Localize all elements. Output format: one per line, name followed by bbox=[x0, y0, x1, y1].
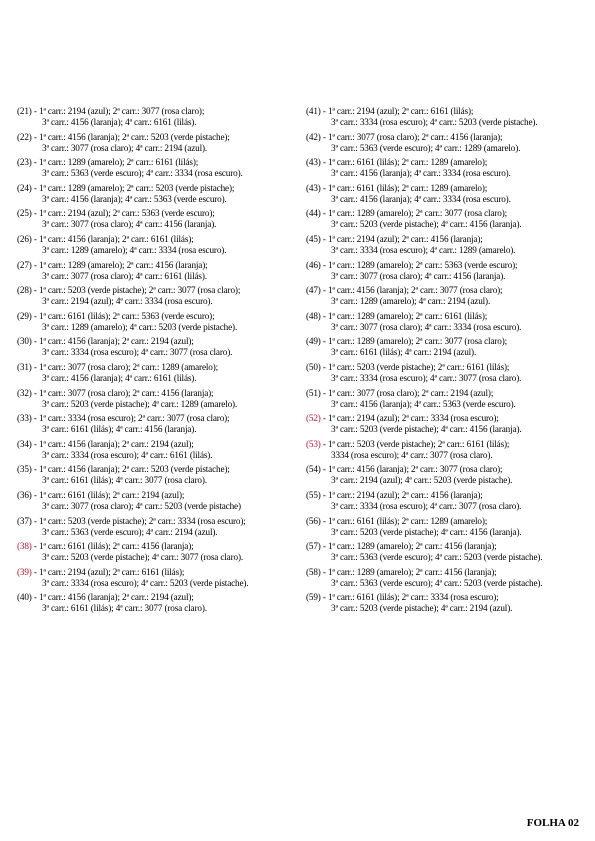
entry-text-1: 1ª carr.: 2194 (azul); 2ª carr.: 4156 (laranja); bbox=[327, 233, 483, 244]
entry-text-1: 1ª carr.: 4156 (laranja); 2ª carr.: 2194 (azul); bbox=[38, 336, 194, 347]
entry-text-2: 3ª carr.: 2194 (azul); 4ª carr.: 3334 (rosa escuro). bbox=[42, 296, 213, 307]
entry-number: (42) bbox=[306, 131, 321, 142]
list-item bbox=[306, 413, 588, 439]
entry-text-1: 1ª carr.: 5203 (verde pistache); 2ª carr.: 3077 (rosa claro); bbox=[38, 285, 241, 296]
list-item bbox=[17, 516, 299, 542]
entry-number: (52) bbox=[306, 413, 321, 424]
entry-text-1: 1ª carr.: 6161 (lilás); 2ª carr.: 1289 (amarelo); bbox=[327, 515, 488, 526]
entry-text-2: 3ª carr.: 3334 (rosa escuro); 4ª carr.: 3077 (rosa claro). bbox=[331, 500, 522, 511]
entry-text-1: 1ª carr.: 3077 (rosa claro); 2ª carr.: 1289 (amarelo); bbox=[38, 361, 219, 372]
list-item bbox=[17, 311, 299, 337]
entry-number: (24) bbox=[17, 182, 32, 193]
entry-text-1: 1ª carr.: 4156 (laranja); 2ª carr.: 5203 (verde pistache); bbox=[38, 131, 230, 142]
entry-text-1: 1ª carr.: 2194 (azul); 2ª carr.: 6161 (lilás); bbox=[38, 566, 185, 577]
entry-text-2: 3ª carr.: 5363 (verde escuro); 4ª carr.: 5203 (verde pistache). bbox=[331, 577, 543, 588]
entry-number: (56) bbox=[306, 515, 321, 526]
entry-number: (49) bbox=[306, 336, 321, 347]
entry-text-2: 3ª carr.: 5363 (verde escuro); 4ª carr.: 1289 (amarelo). bbox=[331, 142, 521, 153]
entry-text-1: 1ª carr.: 2194 (azul); 2ª carr.: 5363 (verde escuro); bbox=[38, 208, 215, 219]
entry-number: (22) bbox=[17, 131, 32, 142]
entry-text-2: 3ª carr.: 5363 (verde escuro); 4ª carr.: 2194 (azul). bbox=[42, 526, 218, 537]
entry-text-2: 3ª carr.: 3077 (rosa claro); 4ª carr.: 2194 (azul). bbox=[42, 142, 208, 153]
entry-text-1: 1ª carr.: 3334 (rosa escuro); 2ª carr.: 3077 (rosa claro); bbox=[38, 413, 230, 424]
entry-text-1: 1ª carr.: 4156 (laranja); 2ª carr.: 2194 (azul); bbox=[38, 592, 194, 603]
list-item bbox=[17, 234, 299, 260]
entry-line-1: (29) - 1ª carr.: 6161 (lilás); 2ª carr.: 5363 (verde escuro); bbox=[17, 310, 215, 321]
entry-text-1: 1ª carr.: 5203 (verde pistache); 2ª carr.: 3334 (rosa escuro); bbox=[38, 515, 246, 526]
entry-text-1: 1ª carr.: 6161 (lilás); 2ª carr.: 2194 (azul); bbox=[38, 489, 185, 500]
entry-text-1: 1ª carr.: 6161 (lilás); 2ª carr.: 1289 (amarelo); bbox=[327, 157, 488, 168]
entry-number: (28) bbox=[17, 285, 32, 296]
list-item bbox=[17, 490, 299, 516]
entry-text-2: 3ª carr.: 5203 (verde pistache); 4ª carr.: 4156 (laranja). bbox=[331, 219, 522, 230]
entry-text-2: 3ª carr.: 6161 (lilás); 4ª carr.: 3077 (rosa claro). bbox=[42, 603, 207, 614]
entry-text-2: 3ª carr.: 1289 (amarelo); 4ª carr.: 2194 (azul). bbox=[331, 296, 491, 307]
entry-text-2: 3ª carr.: 3334 (rosa escuro); 4ª carr.: 1289 (amarelo). bbox=[331, 244, 516, 255]
entry-line-1: (27) - 1ª carr.: 1289 (amarelo); 2ª carr.: 4156 (laranja); bbox=[17, 259, 208, 270]
entry-line-1: (32) - 1ª carr.: 3077 (rosa claro); 2ª carr.: 4156 (laranja); bbox=[17, 387, 214, 398]
entry-line-1: (22) - 1ª carr.: 4156 (laranja); 2ª carr.: 5203 (verde pistache); bbox=[17, 131, 230, 142]
entry-text-2: 3ª carr.: 4156 (laranja); 4ª carr.: 3334 (rosa escuro). bbox=[331, 168, 511, 179]
entry-text-1: 1ª carr.: 4156 (laranja); 2ª carr.: 5203 (verde pistache); bbox=[38, 464, 230, 475]
list-item bbox=[17, 157, 299, 183]
entry-text-2: 3ª carr.: 3077 (rosa claro); 4ª carr.: 3334 (rosa escuro). bbox=[331, 321, 522, 332]
entry-text-2: 3ª carr.: 5363 (verde escuro); 4ª carr.: 5203 (verde pistache). bbox=[331, 552, 543, 563]
entry-number: (44) bbox=[306, 208, 321, 219]
entry-text-2: 3ª carr.: 5203 (verde pistache); 4ª carr.: 1289 (amarelo). bbox=[42, 398, 238, 409]
entry-text-2: 3ª carr.: 5203 (verde pistache); 4ª carr.: 2194 (azul). bbox=[331, 603, 513, 614]
entry-line-1: (31) - 1ª carr.: 3077 (rosa claro); 2ª carr.: 1289 (amarelo); bbox=[17, 361, 219, 372]
list-item bbox=[306, 336, 588, 362]
entry-text-2: 3ª carr.: 6161 (lilás); 4ª carr.: 2194 (azul). bbox=[331, 347, 477, 358]
entry-text-1: 1ª carr.: 2194 (azul); 2ª carr.: 3077 (rosa claro); bbox=[38, 106, 205, 116]
entry-line-1: (50) - 1ª carr.: 5203 (verde pistache); 2ª carr.: 6161 (lilás); bbox=[306, 361, 510, 372]
entry-line-1: (48) - 1ª carr.: 1289 (amarelo); 2ª carr.: 6161 (lilás); bbox=[306, 310, 488, 321]
entry-line-1: (46) - 1ª carr.: 1289 (amarelo); 2ª carr.: 5363 (verde escuro); bbox=[306, 259, 518, 270]
entry-text-1: 1ª carr.: 5203 (verde pistache); 2ª carr.: 6161 (lilás); bbox=[327, 438, 510, 449]
entry-text-1: 1ª carr.: 3077 (rosa claro); 2ª carr.: 4156 (laranja); bbox=[38, 387, 214, 398]
list-item bbox=[17, 208, 299, 234]
left-column bbox=[17, 106, 299, 618]
entry-text-2: 3ª carr.: 4156 (laranja); 4ª carr.: 5363 (verde escuro). bbox=[331, 398, 516, 409]
entry-number: (32) bbox=[17, 387, 32, 398]
entry-line-1: (38) - 1ª carr.: 6161 (lilás); 2ª carr.: 4156 (laranja); bbox=[17, 541, 194, 552]
entry-number: (59) bbox=[306, 592, 321, 603]
entry-line-1: (37) - 1ª carr.: 5203 (verde pistache); 2ª carr.: 3334 (rosa escuro); bbox=[17, 515, 246, 526]
entry-number: (45) bbox=[306, 233, 321, 244]
entry-line-1: (59) - 1ª carr.: 6161 (lilás); 2ª carr.: 3334 (rosa escuro); bbox=[306, 592, 499, 603]
entry-line-1: (33) - 1ª carr.: 3334 (rosa escuro); 2ª carr.: 3077 (rosa claro); bbox=[17, 413, 230, 424]
entry-text-2: 3ª carr.: 5203 (verde pistache); 4ª carr.: 4156 (laranja). bbox=[331, 424, 522, 435]
list-item bbox=[306, 234, 588, 260]
entry-line-1: (28) - 1ª carr.: 5203 (verde pistache); 2ª carr.: 3077 (rosa claro); bbox=[17, 285, 241, 296]
entry-text-1: 1ª carr.: 1289 (amarelo); 2ª carr.: 4156 (laranja); bbox=[38, 259, 208, 270]
list-item bbox=[306, 516, 588, 542]
list-item bbox=[17, 592, 299, 618]
entry-text-1: 1ª carr.: 4156 (laranja); 2ª carr.: 3077 (rosa claro); bbox=[327, 464, 503, 475]
entry-number: (31) bbox=[17, 361, 32, 372]
entry-line-1: (47) - 1ª carr.: 4156 (laranja); 2ª carr.: 3077 (rosa claro); bbox=[306, 285, 503, 296]
entry-text-2: 3ª carr.: 6161 (lilás); 4ª carr.: 3077 (rosa claro). bbox=[42, 475, 207, 486]
entry-text-1: 1ª carr.: 1289 (amarelo); 2ª carr.: 5203 (verde pistache); bbox=[38, 182, 235, 193]
entry-text-1: 1ª carr.: 1289 (amarelo); 2ª carr.: 3077 (rosa claro); bbox=[327, 208, 508, 219]
list-item bbox=[306, 464, 588, 490]
entry-text-1: 1ª carr.: 1289 (amarelo); 2ª carr.: 3077 (rosa claro); bbox=[327, 336, 508, 347]
entry-number: (35) bbox=[17, 464, 32, 475]
entry-number: (46) bbox=[306, 259, 321, 270]
entry-text-1: 1ª carr.: 2194 (azul); 2ª carr.: 4156 (laranja); bbox=[327, 489, 483, 500]
list-item bbox=[17, 132, 299, 158]
entry-number: (41) bbox=[306, 106, 321, 116]
entry-text-1: 1ª carr.: 1289 (amarelo); 2ª carr.: 6161 (lilás); bbox=[327, 310, 488, 321]
entry-text-2: 3334 (rosa escuro); 4ª carr.: 3077 (rosa claro). bbox=[331, 449, 493, 460]
entry-line-1: (57) - 1ª carr.: 1289 (amarelo); 2ª carr.: 4156 (laranja); bbox=[306, 541, 497, 552]
entry-number: (23) bbox=[17, 157, 32, 168]
entry-text-2: 3ª carr.: 4156 (laranja); 4ª carr.: 3334 (rosa escuro). bbox=[331, 193, 511, 204]
entry-number: (51) bbox=[306, 387, 321, 398]
entry-text-2: 3ª carr.: 3077 (rosa claro); 4ª carr.: 4156 (laranja). bbox=[42, 219, 217, 230]
list-item bbox=[306, 106, 588, 132]
list-item bbox=[306, 362, 588, 388]
entry-number: (30) bbox=[17, 336, 32, 347]
entry-text-2: 3ª carr.: 5203 (verde pistache); 4ª carr.: 3077 (rosa claro). bbox=[42, 552, 244, 563]
list-item bbox=[306, 541, 588, 567]
entry-number: (47) bbox=[306, 285, 321, 296]
entry-number: (26) bbox=[17, 233, 32, 244]
entry-line-1: (44) - 1ª carr.: 1289 (amarelo); 2ª carr.: 3077 (rosa claro); bbox=[306, 208, 508, 219]
entry-text-1: 1ª carr.: 1289 (amarelo); 2ª carr.: 4156 (laranja); bbox=[327, 541, 497, 552]
entry-number: (37) bbox=[17, 515, 32, 526]
list-item bbox=[306, 439, 588, 465]
list-item bbox=[17, 567, 299, 593]
entry-line-1: (35) - 1ª carr.: 4156 (laranja); 2ª carr.: 5203 (verde pistache); bbox=[17, 464, 230, 475]
entry-text-1: 1ª carr.: 1289 (amarelo); 2ª carr.: 4156 (laranja); bbox=[327, 566, 497, 577]
entry-text-2: 3ª carr.: 2194 (azul); 4ª carr.: 5203 (verde pistache). bbox=[331, 475, 513, 486]
entry-number: (25) bbox=[17, 208, 32, 219]
entry-text-1: 1ª carr.: 4156 (laranja); 2ª carr.: 3077 (rosa claro); bbox=[327, 285, 503, 296]
list-item bbox=[306, 592, 588, 618]
entry-line-1: (34) - 1ª carr.: 4156 (laranja); 2ª carr.: 2194 (azul); bbox=[17, 438, 194, 449]
list-item bbox=[17, 541, 299, 567]
list-item bbox=[306, 490, 588, 516]
entry-text-1: 1ª carr.: 3077 (rosa claro); 2ª carr.: 4156 (laranja); bbox=[327, 131, 503, 142]
list-item bbox=[306, 157, 588, 183]
list-item bbox=[306, 311, 588, 337]
entry-text-2: 3ª carr.: 5203 (verde pistache); 4ª carr.: 4156 (laranja). bbox=[331, 526, 522, 537]
entry-line-1: (43) - 1ª carr.: 6161 (lilás); 2ª carr.: 1289 (amarelo); bbox=[306, 182, 488, 193]
list-item bbox=[17, 260, 299, 286]
list-item bbox=[17, 413, 299, 439]
list-item bbox=[17, 464, 299, 490]
entry-number: (54) bbox=[306, 464, 321, 475]
list-item bbox=[306, 183, 588, 209]
entry-text-1: 1ª carr.: 2194 (azul); 2ª carr.: 3334 (rosa escuro); bbox=[327, 413, 499, 424]
list-item bbox=[17, 439, 299, 465]
entry-text-2: 3ª carr.: 3334 (rosa escuro); 4ª carr.: 3077 (rosa claro). bbox=[42, 347, 233, 358]
entry-text-2: 3ª carr.: 4156 (laranja); 4ª carr.: 5363 (verde escuro). bbox=[42, 193, 227, 204]
list-item bbox=[306, 567, 588, 593]
entry-number: (39) bbox=[17, 566, 32, 577]
entry-text-1: 1ª carr.: 1289 (amarelo); 2ª carr.: 5363 (verde escuro); bbox=[327, 259, 518, 270]
list-item bbox=[17, 285, 299, 311]
entry-text-2: 3ª carr.: 4156 (laranja); 4ª carr.: 6161 (lilás). bbox=[42, 372, 197, 383]
entry-text-2: 3ª carr.: 3077 (rosa claro); 4ª carr.: 6161 (lilás). bbox=[42, 270, 207, 281]
entry-text-2: 3ª carr.: 1289 (amarelo); 4ª carr.: 5203 (verde pistache). bbox=[42, 321, 238, 332]
entry-line-1: (26) - 1ª carr.: 4156 (laranja); 2ª carr.: 6161 (lilás); bbox=[17, 233, 194, 244]
list-item bbox=[306, 260, 588, 286]
entry-text-2: 3ª carr.: 6161 (lilás); 4ª carr.: 4156 (laranja). bbox=[42, 424, 197, 435]
entry-number: (50) bbox=[306, 361, 321, 372]
entry-number: (38) bbox=[17, 541, 32, 552]
entry-number: (29) bbox=[17, 310, 32, 321]
entry-line-1: (40) - 1ª carr.: 4156 (laranja); 2ª carr.: 2194 (azul); bbox=[17, 592, 194, 603]
entry-number: (58) bbox=[306, 566, 321, 577]
entry-number: (36) bbox=[17, 489, 32, 500]
list-item bbox=[17, 106, 299, 132]
entry-text-1: 1ª carr.: 6161 (lilás); 2ª carr.: 3334 (rosa escuro); bbox=[327, 592, 499, 603]
list-item bbox=[17, 336, 299, 362]
list-item bbox=[306, 132, 588, 158]
list-item bbox=[17, 388, 299, 414]
entry-line-1: (53) - 1ª carr.: 5203 (verde pistache); 2ª carr.: 6161 (lilás); bbox=[306, 438, 510, 449]
right-column bbox=[306, 106, 588, 618]
entry-line-1: (23) - 1ª carr.: 1289 (amarelo); 2ª carr.: 6161 (lilás); bbox=[17, 157, 199, 168]
entry-text-2: 3ª carr.: 3077 (rosa claro); 4ª carr.: 4156 (laranja). bbox=[331, 270, 506, 281]
entry-text-2: 3ª carr.: 3334 (rosa escuro); 4ª carr.: 3077 (rosa claro). bbox=[331, 372, 522, 383]
entry-line-1: (45) - 1ª carr.: 2194 (azul); 2ª carr.: 4156 (laranja); bbox=[306, 233, 483, 244]
entry-text-1: 1ª carr.: 2194 (azul); 2ª carr.: 6161 (lilás); bbox=[327, 106, 474, 116]
entry-text-2: 3ª carr.: 3334 (rosa escuro); 4ª carr.: 5203 (verde pistache). bbox=[331, 117, 538, 127]
entry-text-2: 3ª carr.: 3077 (rosa claro); 4ª carr.: 5203 (verde pistache) bbox=[42, 500, 241, 511]
entry-number: (21) bbox=[17, 106, 32, 116]
list-item bbox=[306, 285, 588, 311]
entry-line-1: (41) - 1ª carr.: 2194 (azul); 2ª carr.: 6161 (lilás); bbox=[306, 106, 474, 116]
page-label: FOLHA 02 bbox=[526, 817, 579, 829]
list-item bbox=[306, 388, 588, 414]
entry-number: (53) bbox=[306, 438, 321, 449]
entry-number: (27) bbox=[17, 259, 32, 270]
entry-text-1: 1ª carr.: 6161 (lilás); 2ª carr.: 1289 (amarelo); bbox=[327, 182, 488, 193]
list-item bbox=[17, 362, 299, 388]
entry-number: (43) bbox=[306, 157, 321, 168]
entry-line-1: (24) - 1ª carr.: 1289 (amarelo); 2ª carr.: 5203 (verde pistache); bbox=[17, 182, 235, 193]
entry-line-1: (49) - 1ª carr.: 1289 (amarelo); 2ª carr.: 3077 (rosa claro); bbox=[306, 336, 508, 347]
entry-number: (43) bbox=[306, 182, 321, 193]
entry-text-2: 3ª carr.: 1289 (amarelo); 4ª carr.: 3334 (rosa escuro). bbox=[42, 244, 227, 255]
entry-text-1: 1ª carr.: 3077 (rosa claro); 2ª carr.: 2194 (azul); bbox=[327, 387, 494, 398]
entry-number: (57) bbox=[306, 541, 321, 552]
entry-number: (33) bbox=[17, 413, 32, 424]
entry-line-1: (52) - 1ª carr.: 2194 (azul); 2ª carr.: 3334 (rosa escuro); bbox=[306, 413, 499, 424]
entry-text-2: 3ª carr.: 3334 (rosa escuro); 4ª carr.: 6161 (lilás). bbox=[42, 449, 213, 460]
entry-number: (48) bbox=[306, 310, 321, 321]
list-item bbox=[17, 183, 299, 209]
entry-text-2: 3ª carr.: 3334 (rosa escuro); 4ª carr.: 5203 (verde pistache). bbox=[42, 577, 249, 588]
entry-text-2: 3ª carr.: 4156 (laranja); 4ª carr.: 6161 (lilás). bbox=[42, 117, 197, 127]
entry-line-1: (56) - 1ª carr.: 6161 (lilás); 2ª carr.: 1289 (amarelo); bbox=[306, 515, 488, 526]
entry-number: (40) bbox=[17, 592, 32, 603]
entry-line-1: (36) - 1ª carr.: 6161 (lilás); 2ª carr.: 2194 (azul); bbox=[17, 489, 185, 500]
entry-line-1: (30) - 1ª carr.: 4156 (laranja); 2ª carr.: 2194 (azul); bbox=[17, 336, 194, 347]
entry-line-1: (42) - 1ª carr.: 3077 (rosa claro); 2ª carr.: 4156 (laranja); bbox=[306, 131, 503, 142]
entry-text-1: 1ª carr.: 1289 (amarelo); 2ª carr.: 6161 (lilás); bbox=[38, 157, 199, 168]
entry-line-1: (25) - 1ª carr.: 2194 (azul); 2ª carr.: 5363 (verde escuro); bbox=[17, 208, 215, 219]
entry-text-2: 3ª carr.: 5363 (verde escuro); 4ª carr.: 3334 (rosa escuro). bbox=[42, 168, 243, 179]
entry-line-1: (58) - 1ª carr.: 1289 (amarelo); 2ª carr.: 4156 (laranja); bbox=[306, 566, 497, 577]
entry-line-1: (43) - 1ª carr.: 6161 (lilás); 2ª carr.: 1289 (amarelo); bbox=[306, 157, 488, 168]
entry-text-1: 1ª carr.: 6161 (lilás); 2ª carr.: 5363 (verde escuro); bbox=[38, 310, 215, 321]
entry-line-1: (51) - 1ª carr.: 3077 (rosa claro); 2ª carr.: 2194 (azul); bbox=[306, 387, 494, 398]
entry-text-1: 1ª carr.: 4156 (laranja); 2ª carr.: 6161 (lilás); bbox=[38, 233, 194, 244]
entry-text-1: 1ª carr.: 4156 (laranja); 2ª carr.: 2194 (azul); bbox=[38, 438, 194, 449]
entry-line-1: (54) - 1ª carr.: 4156 (laranja); 2ª carr.: 3077 (rosa claro); bbox=[306, 464, 503, 475]
list-item bbox=[306, 208, 588, 234]
entry-line-1: (21) - 1ª carr.: 2194 (azul); 2ª carr.: 3077 (rosa claro); bbox=[17, 106, 205, 116]
entry-text-1: 1ª carr.: 5203 (verde pistache); 2ª carr.: 6161 (lilás); bbox=[327, 361, 510, 372]
entry-number: (55) bbox=[306, 489, 321, 500]
entry-text-1: 1ª carr.: 6161 (lilás); 2ª carr.: 4156 (laranja); bbox=[38, 541, 194, 552]
entry-line-1: (55) - 1ª carr.: 2194 (azul); 2ª carr.: 4156 (laranja); bbox=[306, 489, 483, 500]
entry-number: (34) bbox=[17, 438, 32, 449]
entry-line-1: (39) - 1ª carr.: 2194 (azul); 2ª carr.: 6161 (lilás); bbox=[17, 566, 185, 577]
